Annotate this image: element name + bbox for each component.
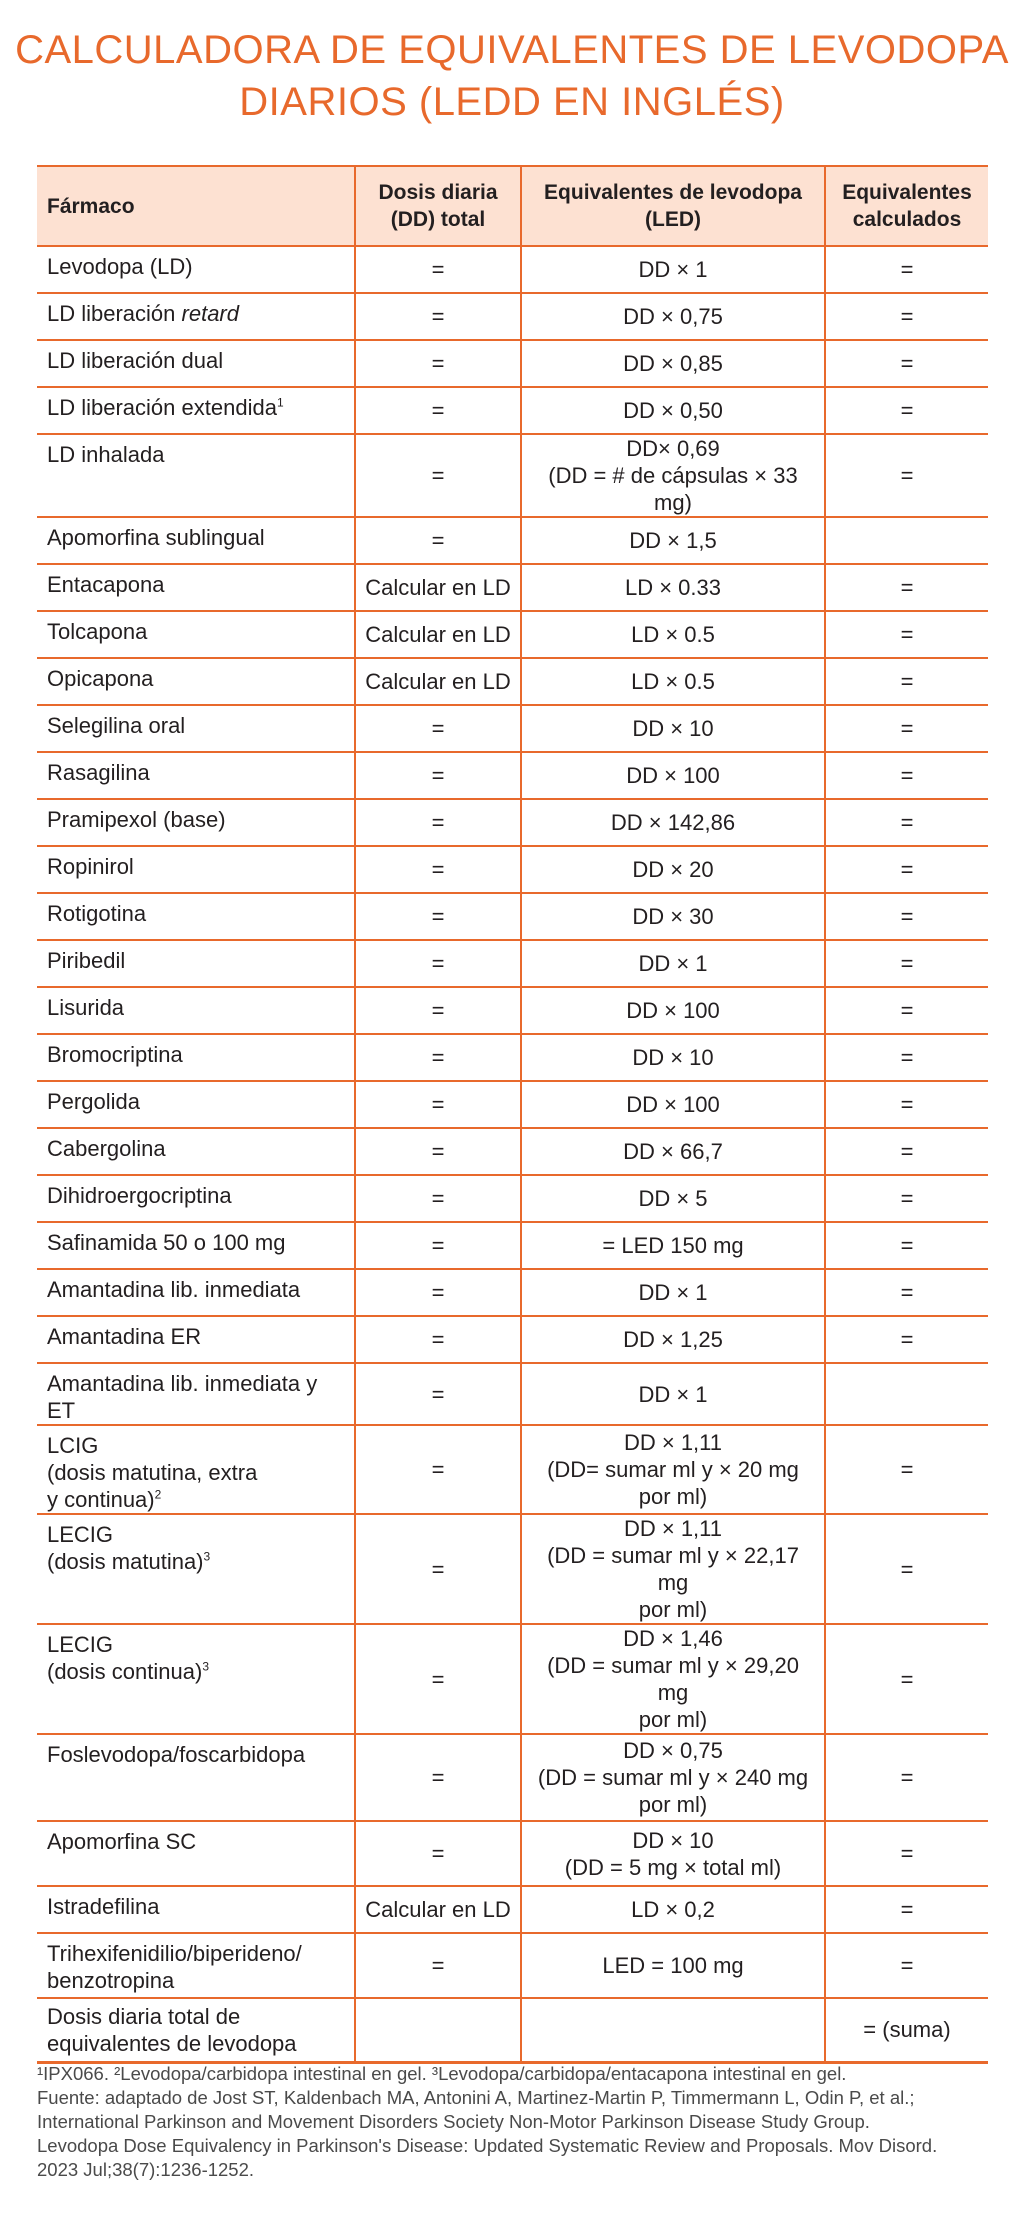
cell-drug	[37, 1269, 355, 1316]
drug-name: Pramipexol (base)	[47, 807, 226, 832]
cell-led: DD × 1,25	[521, 1316, 825, 1363]
drug-name: Selegilina oral	[47, 713, 186, 738]
cell-daily-dose: =	[355, 1425, 521, 1514]
cell-drug	[37, 340, 355, 387]
cell-daily-dose: =	[355, 293, 521, 340]
cell-led: DD × 0,75	[521, 293, 825, 340]
cell-led: DD × 20	[521, 846, 825, 893]
cell-daily-dose: =	[355, 705, 521, 752]
cell-daily-dose: =	[355, 1222, 521, 1269]
cell-led: DD × 0,85	[521, 340, 825, 387]
cell-calculated: =	[825, 1734, 988, 1821]
cell-led: DD × 1	[521, 1363, 825, 1425]
cell-led: LD × 0,2	[521, 1886, 825, 1933]
cell-calculated: =	[825, 1821, 988, 1886]
cell-calculated: =	[825, 611, 988, 658]
cell-drug	[37, 1128, 355, 1175]
cell-led: = LED 150 mg	[521, 1222, 825, 1269]
cell-drug	[37, 1034, 355, 1081]
cell-calculated	[825, 1363, 988, 1425]
cell-drug	[37, 893, 355, 940]
footnote-source-line: Levodopa Dose Equivalency in Parkinson's Disease: Updated Systematic Review and Proposals. Mov Disord.	[37, 2135, 938, 2156]
cell-drug	[37, 987, 355, 1034]
drug-name: LD liberación	[47, 301, 182, 326]
cell-calculated: =	[825, 340, 988, 387]
cell-calculated: =	[825, 1316, 988, 1363]
cell-drug	[37, 846, 355, 893]
drug-name: Piribedil	[47, 948, 126, 973]
table-row	[37, 1363, 988, 1425]
cell-drug	[37, 293, 355, 340]
table-row	[37, 1734, 988, 1821]
cell-daily-dose: =	[355, 387, 521, 434]
cell-calculated: =	[825, 1222, 988, 1269]
cell-calculated: =	[825, 799, 988, 846]
drug-name: LD inhalada	[47, 442, 165, 467]
cell-daily-dose: =	[355, 893, 521, 940]
drug-name: Trihexifenidilio/biperideno/ benzotropina	[47, 1941, 302, 1993]
cell-drug	[37, 1316, 355, 1363]
drug-name: LECIG (dosis matutina)	[47, 1522, 204, 1574]
cell-calculated: =	[825, 752, 988, 799]
table-row	[37, 1998, 988, 2062]
cell-drug	[37, 1821, 355, 1886]
header-daily-dose: Dosis diaria (DD) total	[355, 166, 521, 246]
ledd-table	[37, 165, 988, 2064]
cell-drug	[37, 658, 355, 705]
cell-led: DD × 1	[521, 940, 825, 987]
cell-daily-dose: =	[355, 799, 521, 846]
cell-calculated: =	[825, 705, 988, 752]
cell-daily-dose: Calcular en LD	[355, 658, 521, 705]
table-row	[37, 752, 988, 799]
cell-led: DD × 66,7	[521, 1128, 825, 1175]
footnote-line: ¹IPX066. ²Levodopa/carbidopa intestinal en gel. ³Levodopa/carbidopa/entacapona intestinal en gel.	[37, 2063, 847, 2084]
cell-daily-dose	[355, 1998, 521, 2062]
table-body	[37, 246, 988, 2062]
cell-daily-dose: =	[355, 940, 521, 987]
table-row	[37, 1624, 988, 1734]
cell-calculated: =	[825, 564, 988, 611]
cell-calculated: =	[825, 940, 988, 987]
cell-calculated: =	[825, 1425, 988, 1514]
cell-led	[521, 1998, 825, 2062]
cell-drug	[37, 387, 355, 434]
header-calculated: Equivalentes calculados	[825, 166, 988, 246]
cell-calculated: =	[825, 846, 988, 893]
cell-calculated: =	[825, 246, 988, 293]
cell-daily-dose: =	[355, 1128, 521, 1175]
cell-daily-dose: =	[355, 846, 521, 893]
table-row	[37, 434, 988, 517]
footnote-source-line: International Parkinson and Movement Disorders Society Non-Motor Parkinson Disease Study Group.	[37, 2111, 870, 2132]
cell-drug	[37, 434, 355, 517]
cell-led: DD × 100	[521, 1081, 825, 1128]
drug-name: Amantadina lib. inmediata	[47, 1277, 301, 1302]
cell-daily-dose: =	[355, 1081, 521, 1128]
table-row	[37, 517, 988, 564]
drug-name: Tolcapona	[47, 619, 148, 644]
cell-drug	[37, 1363, 355, 1425]
cell-daily-dose: =	[355, 1175, 521, 1222]
cell-led: DD × 1	[521, 246, 825, 293]
table-row	[37, 1222, 988, 1269]
cell-drug	[37, 940, 355, 987]
cell-drug	[37, 1886, 355, 1933]
table-row	[37, 799, 988, 846]
cell-drug	[37, 611, 355, 658]
table-row	[37, 564, 988, 611]
drug-name: Ropinirol	[47, 854, 134, 879]
cell-daily-dose: =	[355, 1933, 521, 1998]
drug-name: Levodopa (LD)	[47, 254, 193, 279]
cell-led: LD × 0.5	[521, 611, 825, 658]
table-row	[37, 705, 988, 752]
cell-drug	[37, 246, 355, 293]
header-led: Equivalentes de levodopa (LED)	[521, 166, 825, 246]
cell-drug	[37, 705, 355, 752]
footnote-source-line: Fuente: adaptado de Jost ST, Kaldenbach MA, Antonini A, Martinez-Martin P, Timmermann L, Odin P, et al.;	[37, 2087, 915, 2108]
cell-calculated: =	[825, 893, 988, 940]
cell-daily-dose: =	[355, 1624, 521, 1734]
cell-calculated: =	[825, 387, 988, 434]
drug-name: LCIG (dosis matutina, extra y continua)	[47, 1433, 258, 1512]
drug-name: Foslevodopa/foscarbidopa	[47, 1742, 306, 1767]
footnote-marker: 3	[203, 1549, 211, 1564]
title-line-1: CALCULADORA DE EQUIVALENTES DE LEVODOPA	[15, 28, 1009, 72]
table-row	[37, 1316, 988, 1363]
cell-daily-dose: =	[355, 1514, 521, 1624]
drug-name: Dosis diaria total de equivalentes de levodopa	[47, 2003, 297, 2056]
cell-led: DD × 1,11 (DD= sumar ml y × 20 mg por ml)	[521, 1425, 825, 1514]
cell-led: DD × 100	[521, 752, 825, 799]
cell-calculated: =	[825, 658, 988, 705]
cell-daily-dose: =	[355, 1269, 521, 1316]
table-row	[37, 1175, 988, 1222]
drug-name: Amantadina lib. inmediata y ET	[47, 1371, 318, 1423]
cell-drug	[37, 564, 355, 611]
drug-name: Bromocriptina	[47, 1042, 183, 1067]
drug-name: Safinamida 50 o 100 mg	[47, 1230, 286, 1255]
table-row	[37, 1514, 988, 1624]
table-row	[37, 658, 988, 705]
cell-led: DD × 5	[521, 1175, 825, 1222]
cell-drug	[37, 1998, 355, 2062]
cell-calculated: =	[825, 1175, 988, 1222]
table-row	[37, 293, 988, 340]
cell-calculated: =	[825, 1269, 988, 1316]
cell-drug	[37, 799, 355, 846]
cell-drug	[37, 517, 355, 564]
cell-daily-dose: =	[355, 517, 521, 564]
cell-led: DD × 10 (DD = 5 mg × total ml)	[521, 1821, 825, 1886]
footnote-marker: 3	[202, 1659, 209, 1674]
drug-name: Opicapona	[47, 666, 154, 691]
cell-daily-dose: Calcular en LD	[355, 1886, 521, 1933]
cell-led: DD × 1,5	[521, 517, 825, 564]
drug-name: Cabergolina	[47, 1136, 166, 1161]
cell-calculated: =	[825, 1034, 988, 1081]
drug-name: Entacapona	[47, 572, 165, 597]
cell-daily-dose: =	[355, 1034, 521, 1081]
cell-led: DD × 10	[521, 705, 825, 752]
cell-daily-dose: Calcular en LD	[355, 611, 521, 658]
footnote-marker: 1	[276, 395, 284, 410]
title-line-2: DIARIOS (LEDD EN INGLÉS)	[239, 80, 785, 124]
cell-calculated: =	[825, 1128, 988, 1175]
table-row	[37, 987, 988, 1034]
cell-daily-dose: =	[355, 1821, 521, 1886]
table-row	[37, 940, 988, 987]
table-header	[37, 166, 988, 246]
cell-calculated: =	[825, 1624, 988, 1734]
table-row	[37, 246, 988, 293]
cell-drug	[37, 1425, 355, 1514]
table-row	[37, 1081, 988, 1128]
table-row	[37, 1269, 988, 1316]
cell-daily-dose: Calcular en LD	[355, 564, 521, 611]
cell-drug	[37, 752, 355, 799]
cell-led: DD × 10	[521, 1034, 825, 1081]
footnote-marker: 2	[154, 1487, 162, 1502]
cell-drug	[37, 1175, 355, 1222]
cell-led: DD × 0,50	[521, 387, 825, 434]
cell-led: LED = 100 mg	[521, 1933, 825, 1998]
cell-led: DD × 0,75 (DD = sumar ml y × 240 mg por ml)	[521, 1734, 825, 1821]
footnote-source-line: 2023 Jul;38(7):1236-1252.	[37, 2159, 255, 2180]
cell-drug	[37, 1081, 355, 1128]
table-row	[37, 893, 988, 940]
cell-drug	[37, 1222, 355, 1269]
table-row	[37, 1425, 988, 1514]
cell-calculated: =	[825, 293, 988, 340]
cell-calculated: =	[825, 1933, 988, 1998]
drug-name: LECIG (dosis continua)	[47, 1632, 203, 1684]
cell-daily-dose: =	[355, 1316, 521, 1363]
cell-calculated: =	[825, 987, 988, 1034]
cell-calculated: =	[825, 1886, 988, 1933]
drug-name: Dihidroergocriptina	[47, 1183, 232, 1208]
cell-led: DD × 142,86	[521, 799, 825, 846]
drug-name: Istradefilina	[47, 1894, 160, 1919]
drug-name: LD liberación extendida	[47, 395, 277, 420]
drug-name-italic: retard	[181, 301, 239, 326]
table-row	[37, 1933, 988, 1998]
cell-drug	[37, 1933, 355, 1998]
table-row	[37, 340, 988, 387]
cell-led: DD× 0,69 (DD = # de cápsulas × 33 mg)	[521, 434, 825, 517]
cell-drug	[37, 1734, 355, 1821]
cell-daily-dose: =	[355, 246, 521, 293]
cell-daily-dose: =	[355, 987, 521, 1034]
table-row	[37, 1128, 988, 1175]
table-row	[37, 1821, 988, 1886]
cell-led: DD × 1,46 (DD = sumar ml y × 29,20 mg por ml)	[521, 1624, 825, 1734]
cell-led: LD × 0.33	[521, 564, 825, 611]
drug-name: Lisurida	[47, 995, 125, 1020]
drug-name: Pergolida	[47, 1089, 140, 1114]
cell-daily-dose: =	[355, 434, 521, 517]
cell-drug	[37, 1514, 355, 1624]
page-title	[0, 24, 1024, 128]
table-row	[37, 1886, 988, 1933]
cell-led: DD × 100	[521, 987, 825, 1034]
cell-calculated: =	[825, 434, 988, 517]
drug-name: Apomorfina sublingual	[47, 525, 265, 550]
table-row	[37, 846, 988, 893]
drug-name: Apomorfina SC	[47, 1829, 197, 1854]
table-row	[37, 387, 988, 434]
cell-calculated: = (suma)	[825, 1998, 988, 2062]
cell-calculated: =	[825, 1514, 988, 1624]
cell-calculated: =	[825, 1081, 988, 1128]
cell-daily-dose: =	[355, 752, 521, 799]
cell-drug	[37, 1624, 355, 1734]
cell-led: DD × 1,11 (DD = sumar ml y × 22,17 mg por ml)	[521, 1514, 825, 1624]
cell-led: LD × 0.5	[521, 658, 825, 705]
drug-name: Rotigotina	[47, 901, 147, 926]
table-row	[37, 611, 988, 658]
header-drug: Fármaco	[37, 166, 355, 246]
drug-name: Rasagilina	[47, 760, 150, 785]
cell-calculated	[825, 517, 988, 564]
footnotes	[37, 2062, 997, 2182]
cell-daily-dose: =	[355, 1734, 521, 1821]
cell-daily-dose: =	[355, 1363, 521, 1425]
drug-name: Amantadina ER	[47, 1324, 202, 1349]
cell-led: DD × 30	[521, 893, 825, 940]
cell-led: DD × 1	[521, 1269, 825, 1316]
table-row	[37, 1034, 988, 1081]
drug-name: LD liberación dual	[47, 348, 224, 373]
cell-daily-dose: =	[355, 340, 521, 387]
